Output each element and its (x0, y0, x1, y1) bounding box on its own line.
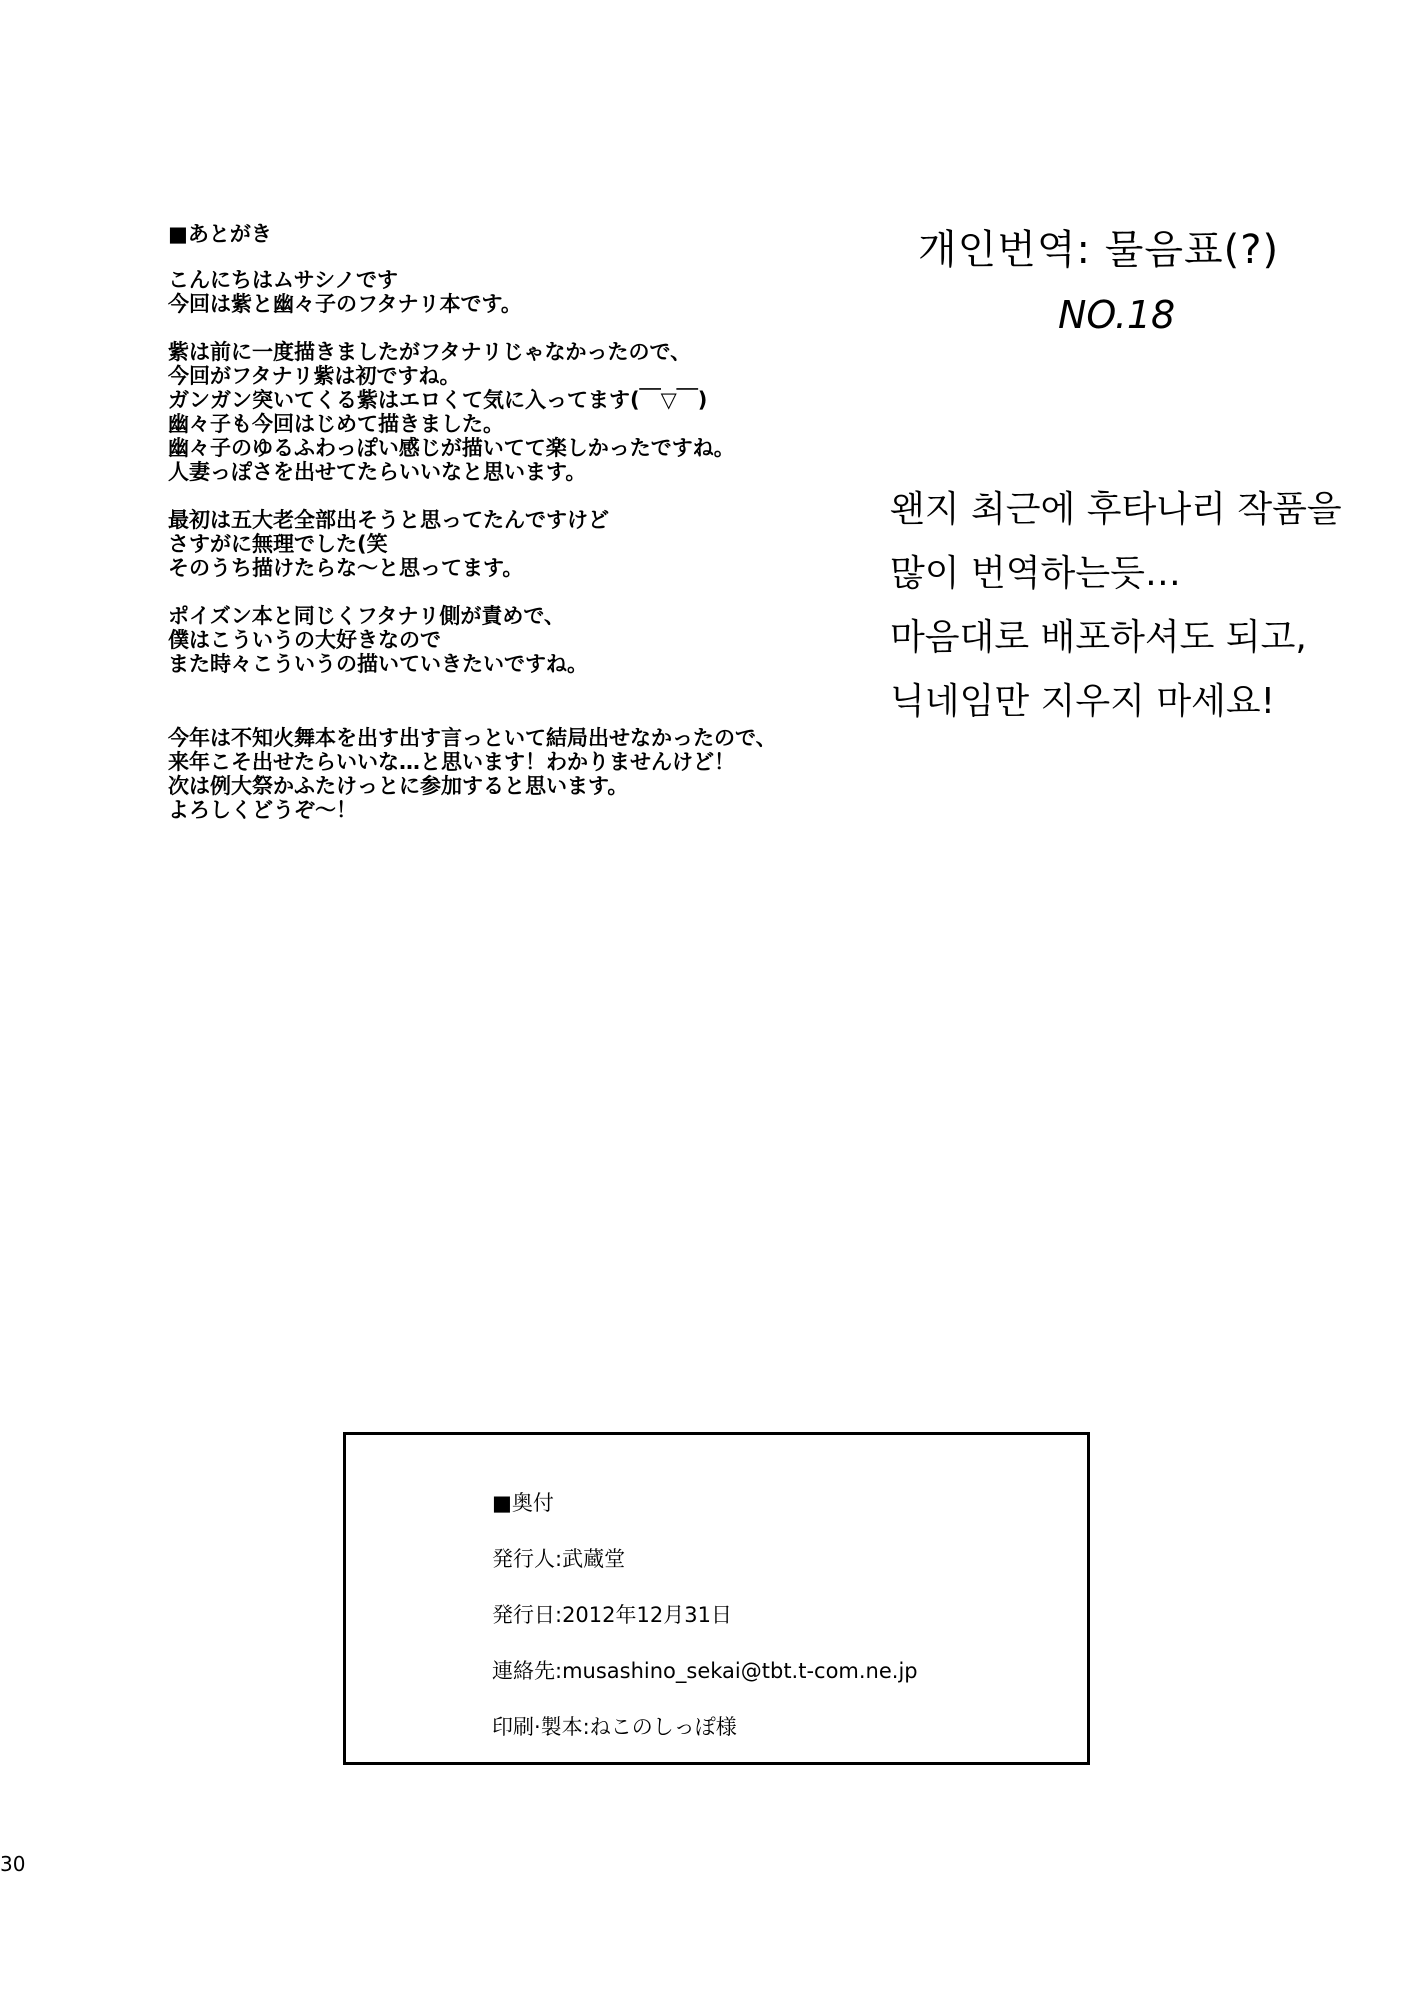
afterword-section (168, 222, 888, 846)
page-number: 30 (0, 1852, 26, 1876)
afterword-line: 幽々子も今回はじめて描きました。 (168, 412, 504, 436)
colophon-box (343, 1432, 1090, 1765)
afterword-line: ポイズン本と同じくフタナリ側が責めで、 (168, 604, 565, 628)
colophon-publisher: 発行人:武蔵堂 (492, 1547, 626, 1571)
translator-note-lines (890, 478, 1342, 734)
afterword-line: 幽々子のゆるふわっぽい感じが描いてて楽しかったですね。 (168, 436, 735, 460)
afterword-line: さすがに無理でした(笑 (168, 532, 388, 556)
afterword-line: そのうち描けたらな～と思ってます。 (168, 556, 524, 580)
afterword-paragraph-5 (168, 726, 888, 822)
afterword-line: こんにちはムサシノです (168, 268, 398, 292)
translator-credit: 개인번역: 물음표(?) (918, 227, 1280, 273)
afterword-line: 人妻っぽさを出せてたらいいなと思います。 (168, 460, 587, 484)
afterword-line: 最初は五大老全部出そうと思ってたんですけど (168, 508, 609, 532)
colophon-date: 発行日:2012年12月31日 (492, 1603, 732, 1627)
afterword-line: ガンガン突いてくる紫はエロくて気に入ってます(￣▽￣) (168, 388, 708, 412)
afterword-line: また時々こういうの描いていきたいですね。 (168, 652, 588, 676)
afterword-paragraph-2 (168, 340, 888, 484)
afterword-line: よろしくどうぞ～！ (168, 798, 357, 822)
afterword-paragraph-3 (168, 508, 888, 580)
afterword-line: 紫は前に一度描きましたがフタナリじゃなかったので、 (168, 340, 692, 364)
colophon-contact: 連絡先:musashino_sekai@tbt.t-com.ne.jp (492, 1659, 918, 1683)
afterword-line: 今年は不知火舞本を出す出す言っといて結局出せなかったので、 (168, 726, 777, 750)
colophon-heading: ■奥付 (492, 1491, 554, 1515)
afterword-heading: ■あとがき (168, 222, 272, 246)
colophon-printing: 印刷·製本:ねこのしっぽ様 (492, 1715, 737, 1739)
translator-note-line: 마음대로 배포하셔도 되고, (890, 617, 1307, 658)
colophon-content (492, 1491, 918, 1771)
afterword-line: 今回がフタナリ紫は初ですね。 (168, 364, 461, 388)
translator-note-line: 많이 번역하는듯… (890, 553, 1181, 594)
afterword-paragraph-1 (168, 268, 888, 316)
afterword-line: 今回は紫と幽々子のフタナリ本です。 (168, 292, 522, 316)
afterword-paragraph-4 (168, 604, 888, 676)
translator-note-line: 닉네임만 지우지 마세요! (890, 681, 1276, 722)
afterword-line: 僕はこういうの大好きなので (168, 628, 441, 652)
afterword-line: 次は例大祭かふたけっとに参加すると思います。 (168, 774, 629, 798)
translation-number: NO.18 (1058, 293, 1176, 337)
afterword-line: 来年こそ出せたらいいな…と思います！わかりませんけど！ (168, 750, 735, 774)
translator-note-line: 왠지 최근에 후타나리 작품을 (890, 489, 1342, 530)
